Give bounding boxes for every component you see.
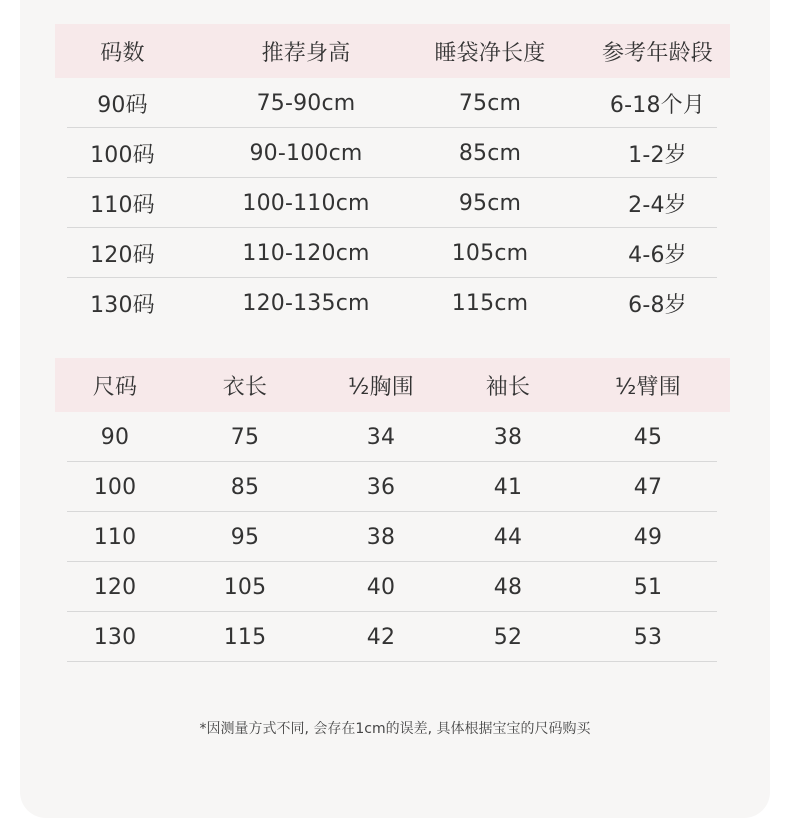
length-cell: 85 bbox=[230, 474, 260, 500]
age-cell: 6-18个月 bbox=[609, 92, 706, 118]
table-row bbox=[55, 612, 730, 662]
chest-cell: 40 bbox=[366, 574, 396, 600]
height-cell: 100-110cm bbox=[242, 190, 370, 216]
table-row bbox=[55, 278, 730, 328]
size-cell: 130 bbox=[93, 624, 137, 650]
length-cell: 95cm bbox=[458, 190, 522, 216]
length-cell: 95 bbox=[230, 524, 260, 550]
table-row bbox=[55, 412, 730, 462]
table-row bbox=[55, 512, 730, 562]
chest-cell: 38 bbox=[366, 524, 396, 550]
table-header-row bbox=[55, 24, 730, 78]
chest-cell: 34 bbox=[366, 424, 396, 450]
age-cell: 1-2岁 bbox=[628, 142, 687, 168]
size-cell: 110 bbox=[93, 524, 137, 550]
size-cell: 130码 bbox=[90, 292, 155, 318]
height-cell: 75-90cm bbox=[256, 90, 356, 116]
height-cell: 110-120cm bbox=[242, 240, 370, 266]
table-row bbox=[55, 562, 730, 612]
table-row bbox=[55, 128, 730, 178]
length-cell: 85cm bbox=[458, 140, 522, 166]
sleeve-cell: 48 bbox=[493, 574, 523, 600]
size-cell: 100码 bbox=[90, 142, 155, 168]
length-cell: 105cm bbox=[451, 240, 529, 266]
length-cell: 115cm bbox=[451, 290, 529, 316]
table-row bbox=[55, 178, 730, 228]
length-cell: 115 bbox=[223, 624, 267, 650]
sleeve-cell: 52 bbox=[493, 624, 523, 650]
sleeve-cell: 38 bbox=[493, 424, 523, 450]
chest-cell: 42 bbox=[366, 624, 396, 650]
height-cell: 90-100cm bbox=[249, 140, 363, 166]
chest-cell: 36 bbox=[366, 474, 396, 500]
table-row bbox=[55, 228, 730, 278]
arm-cell: 53 bbox=[633, 624, 663, 650]
size-cell: 120码 bbox=[90, 242, 155, 268]
size-cell: 90码 bbox=[97, 92, 148, 118]
size-cell: 90 bbox=[100, 424, 130, 450]
size-cell: 100 bbox=[93, 474, 137, 500]
header-recommended-height: 推荐身高 bbox=[261, 40, 351, 66]
table-row bbox=[55, 462, 730, 512]
age-cell: 2-4岁 bbox=[628, 192, 687, 218]
header-size: 尺码 bbox=[92, 374, 138, 400]
header-sleeve-length: 袖长 bbox=[485, 374, 531, 400]
age-cell: 6-8岁 bbox=[628, 292, 687, 318]
size-cell: 120 bbox=[93, 574, 137, 600]
length-cell: 105 bbox=[223, 574, 267, 600]
sleeve-cell: 41 bbox=[493, 474, 523, 500]
length-cell: 75cm bbox=[458, 90, 522, 116]
arm-cell: 49 bbox=[633, 524, 663, 550]
age-cell: 4-6岁 bbox=[628, 242, 687, 268]
arm-cell: 45 bbox=[633, 424, 663, 450]
arm-cell: 47 bbox=[633, 474, 663, 500]
sleeve-cell: 44 bbox=[493, 524, 523, 550]
height-cell: 120-135cm bbox=[242, 290, 370, 316]
header-garment-length: 衣长 bbox=[222, 374, 268, 400]
header-half-chest: ½胸围 bbox=[348, 374, 414, 400]
table-header-row bbox=[55, 358, 730, 412]
header-half-arm: ½臂围 bbox=[615, 374, 681, 400]
header-sleeping-bag-length: 睡袋净长度 bbox=[434, 40, 546, 66]
measurement-disclaimer: *因测量方式不同, 会存在1cm的误差, 具体根据宝宝的尺码购买 bbox=[199, 721, 591, 737]
garment-measurement-table bbox=[55, 358, 730, 662]
size-recommendation-table bbox=[55, 24, 730, 328]
header-age-range: 参考年龄段 bbox=[601, 40, 713, 66]
size-cell: 110码 bbox=[90, 192, 155, 218]
arm-cell: 51 bbox=[633, 574, 663, 600]
table-row bbox=[55, 78, 730, 128]
length-cell: 75 bbox=[230, 424, 260, 450]
header-size: 码数 bbox=[100, 40, 145, 66]
